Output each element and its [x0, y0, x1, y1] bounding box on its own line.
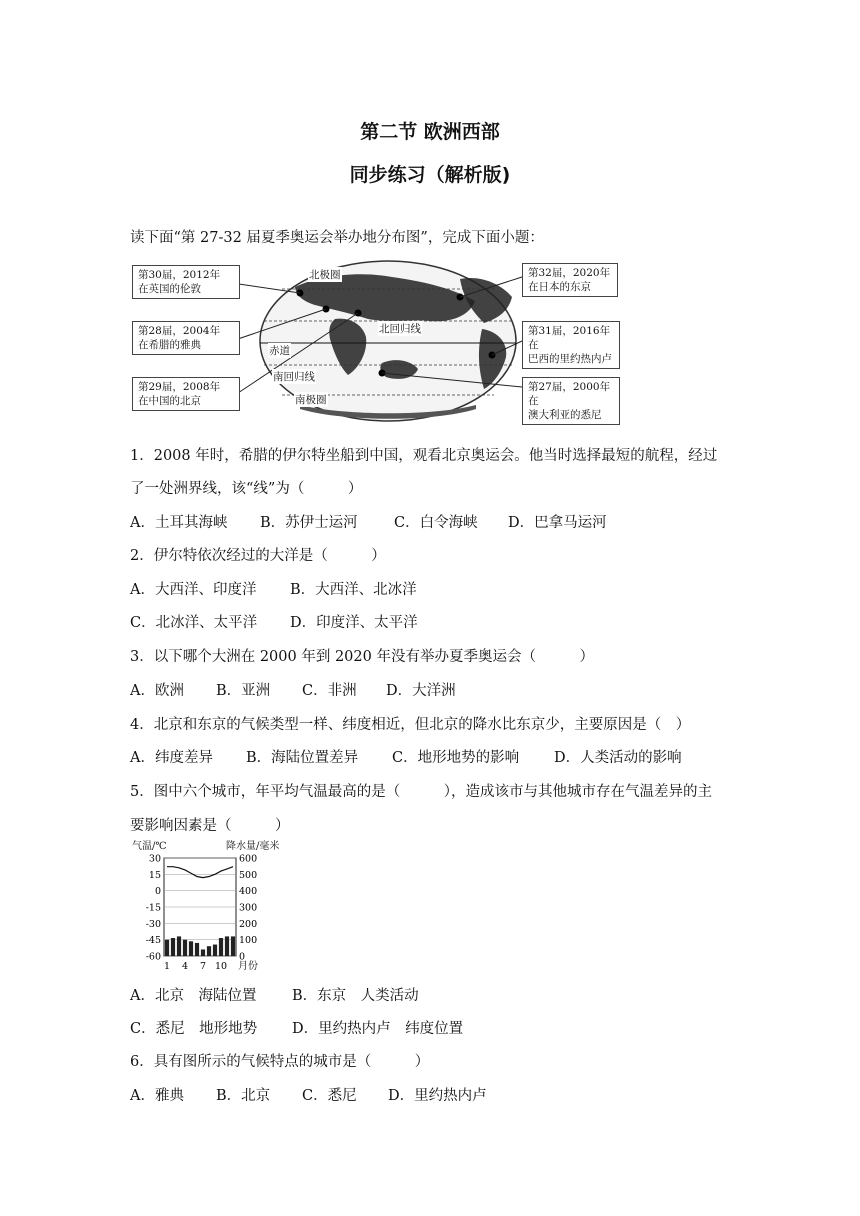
q3-option-d[interactable]: D．大洋洲	[386, 683, 456, 699]
callout-athens	[132, 321, 240, 355]
callout-sydney-line1: 第27届，2000年在	[528, 381, 611, 407]
q2-stem: 2．伊尔特依次经过的大洋是（ ）	[130, 548, 386, 564]
precip-bar	[219, 938, 223, 956]
callout-sydney-line2: 澳大利亚的悉尼	[528, 409, 602, 421]
q4-option-d[interactable]: D．人类活动的影响	[554, 750, 682, 766]
precip-bar	[171, 938, 175, 956]
callout-tokyo	[522, 263, 618, 297]
x-axis-label: 月份	[238, 961, 258, 972]
precip-bar	[177, 936, 181, 956]
callout-tokyo-line1: 第32届，2020年	[528, 267, 611, 279]
page-subtitle: 同步练习（解析版)	[349, 164, 511, 186]
temp-tick-label: -60	[145, 951, 161, 963]
precip-tick-label: 200	[239, 918, 258, 930]
callout-sydney	[522, 377, 620, 425]
month-tick-label: 4	[181, 961, 189, 972]
q3-option-c[interactable]: C．非洲	[302, 683, 357, 699]
q3-option-b[interactable]: B．亚洲	[216, 683, 271, 699]
q3-option-a[interactable]: A．欧洲	[130, 683, 184, 699]
q3-options	[130, 679, 456, 700]
callout-tokyo-line2: 在日本的东京	[528, 281, 591, 293]
temp-tick-label: 30	[148, 853, 161, 865]
q1-option-a[interactable]: A．土耳其海峡	[130, 515, 228, 531]
callout-london-line1: 第30届，2012年	[138, 269, 221, 281]
q1-stem-line1: 1．2008 年时，希腊的伊尔特坐船到中国，观看北京奥运会。他当时选择最短的航程，经过	[130, 448, 718, 464]
q1-stem-line2: 了一处洲界线，该“线”为（ ）	[130, 481, 363, 497]
q2-option-b[interactable]: B．大西洋、北冰洋	[290, 582, 417, 598]
temperature-curve	[167, 867, 233, 878]
q3-stem: 3．以下哪个大洲在 2000 年到 2020 年没有举办夏季奥运会（ ）	[130, 649, 594, 665]
climate-chart	[130, 838, 280, 972]
label-tropic-of-capricorn: 南回归线	[273, 371, 315, 383]
callout-rio-line1: 第31届，2016年在	[528, 325, 611, 351]
temp-tick-label: -45	[145, 935, 161, 947]
precip-bar	[195, 943, 199, 956]
month-tick-label: 10	[214, 961, 228, 972]
q2-option-c[interactable]: C．北冰洋、太平洋	[130, 615, 258, 631]
q6-option-b[interactable]: B．北京	[216, 1088, 271, 1104]
q4-option-a[interactable]: A．纬度差异	[130, 750, 213, 766]
q4-options	[130, 746, 682, 767]
q5-option-d[interactable]: D．里约热内卢 纬度位置	[292, 1021, 464, 1037]
q4-stem: 4．北京和东京的气候类型一样、纬度相近，但北京的降水比东京少，主要原因是（ ）	[130, 717, 691, 733]
callout-athens-line1: 第28届，2004年	[138, 325, 221, 337]
temp-tick-label: -15	[145, 902, 161, 914]
q6-stem: 6．具有图所示的气候特点的城市是（ ）	[130, 1054, 430, 1070]
precip-tick-label: 500	[239, 869, 258, 881]
q1-option-b[interactable]: B．苏伊士运河	[260, 515, 358, 531]
climate-chart-svg	[130, 838, 280, 972]
q2-options-row1	[130, 578, 417, 599]
q6-option-d[interactable]: D．里约热内卢	[388, 1088, 487, 1104]
callout-beijing	[132, 377, 240, 411]
q5-option-a[interactable]: A．北京 海陆位置	[130, 988, 257, 1004]
precip-axis-label: 降水量/毫米	[226, 841, 280, 852]
callout-rio	[522, 321, 620, 369]
q4-option-c[interactable]: C．地形地势的影响	[392, 750, 520, 766]
temp-tick-label: 15	[148, 869, 161, 881]
callout-london	[132, 265, 240, 299]
precip-bar	[213, 945, 217, 956]
q1-option-d[interactable]: D．巴拿马运河	[508, 515, 607, 531]
q5-options-row1	[130, 984, 419, 1005]
month-tick-label: 7	[199, 961, 207, 972]
precip-bar	[207, 946, 211, 956]
q5-options-row2	[130, 1017, 463, 1038]
precip-bar	[165, 940, 169, 956]
callout-rio-line2: 巴西的里约热内卢	[528, 353, 612, 365]
precip-tick-label: 300	[239, 902, 258, 914]
q2-options-row2	[130, 611, 418, 632]
q1-options	[130, 511, 607, 532]
leader-london	[232, 283, 300, 293]
label-arctic-circle: 北极圈	[309, 269, 341, 281]
q6-option-c[interactable]: C．悉尼	[302, 1088, 357, 1104]
precip-tick-label: 0	[239, 951, 246, 963]
callout-athens-line2: 在希腊的雅典	[138, 339, 201, 351]
precip-tick-label: 600	[239, 853, 258, 865]
precip-bar	[189, 941, 193, 956]
q6-options	[130, 1084, 487, 1105]
precip-tick-label: 100	[239, 935, 258, 947]
q4-option-b[interactable]: B．海陆位置差异	[246, 750, 359, 766]
q6-option-a[interactable]: A．雅典	[130, 1088, 184, 1104]
label-equator: 赤道	[269, 345, 290, 357]
olympic-map-figure	[130, 257, 620, 425]
precip-bar	[201, 949, 205, 956]
callout-beijing-line2: 在中国的北京	[138, 395, 201, 407]
callout-beijing-line1: 第29届，2008年	[138, 381, 221, 393]
q5-option-b[interactable]: B．东京 人类活动	[292, 988, 419, 1004]
callout-london-line2: 在英国的伦敦	[138, 283, 201, 295]
q5-stem-line2: 要影响因素是（ ）	[130, 818, 290, 834]
page-title: 第二节 欧洲西部	[360, 121, 500, 143]
label-antarctic-circle: 南极圈	[295, 394, 327, 406]
temp-tick-label: 0	[154, 886, 161, 898]
intro-text: 读下面“第 27-32 届夏季奥运会举办地分布图”，完成下面小题：	[130, 230, 544, 246]
month-tick-label: 1	[163, 961, 171, 972]
q2-option-a[interactable]: A．大西洋、印度洋	[130, 582, 257, 598]
precip-tick-label: 400	[239, 886, 258, 898]
label-tropic-of-cancer: 北回归线	[379, 323, 421, 335]
q5-stem-line1: 5．图中六个城市，年平均气温最高的是（ ），造成该市与其他城市存在气温差异的主	[130, 784, 712, 800]
precip-bar	[183, 940, 187, 956]
q2-option-d[interactable]: D．印度洋、太平洋	[290, 615, 418, 631]
precip-bar	[231, 936, 235, 956]
temp-axis-label: 气温/℃	[132, 841, 167, 852]
precip-bar	[225, 936, 229, 956]
q1-option-c[interactable]: C．白令海峡	[394, 515, 478, 531]
q5-option-c[interactable]: C．悉尼 地形地势	[130, 1021, 258, 1037]
temp-tick-label: -30	[145, 918, 161, 930]
